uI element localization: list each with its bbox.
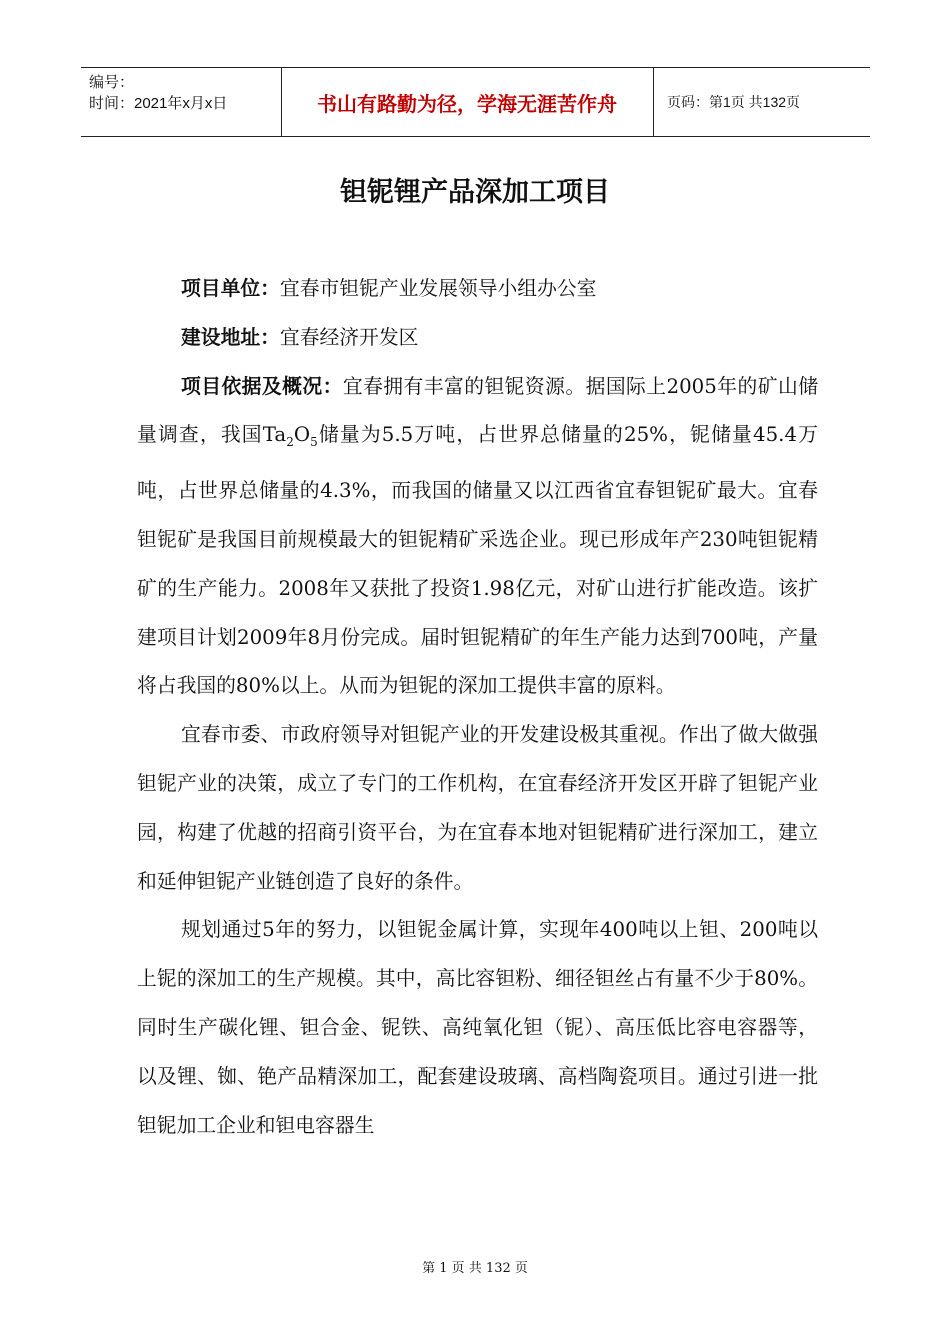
basis-subscript-1: 2 — [286, 435, 294, 450]
header-meta — [89, 72, 227, 114]
document-header — [81, 67, 870, 137]
project-unit-label: 项目单位： — [181, 277, 280, 300]
doc-date: 时间：2021年x月x日 — [89, 95, 228, 112]
basis-subscript-2: 5 — [310, 435, 318, 450]
project-unit-value: 宜春市钽铌产业发展领导小组办公室 — [279, 277, 597, 300]
basis-paragraph — [137, 363, 818, 712]
header-motto: 书山有路勤为径，学海无涯苦作舟 — [317, 91, 617, 116]
address-value: 宜春经济开发区 — [279, 325, 419, 349]
basis-label: 项目依据及概况： — [181, 374, 343, 398]
document-body — [137, 265, 818, 1150]
page-footer: 第 1 页 共 132 页 — [422, 1261, 528, 1276]
doc-number-label: 编号： — [89, 74, 135, 91]
document-title: 钽铌锂产品深加工项目 — [340, 177, 610, 208]
basis-text-c: 储量为5.5万吨，占世界总储量的25%，铌储量45.4万吨，占世界总储量的4.3%，而我国的储量又以江西省宜春钽铌矿最大。宜春钽铌矿是我国目前规模最大的钽铌精矿采选企业。现已形成年产230吨钽铌精矿的生产能力。2008年又获批了投资1.98亿元，对矿山进行扩能改造。该扩建项目计划2009年8月份完成。届时钽铌精矿的年生产能力达到700吨，产量将占我国的80%以上。从而为钽铌的深加工提供丰富的原料。 — [137, 423, 818, 698]
header-page-info: 页码：第1页 共132页 — [667, 94, 801, 110]
basis-text-b: O — [293, 423, 311, 447]
paragraph-government: 宜春市委、市政府领导对钽铌产业的开发建设极其重视。作出了做大做强钽铌产业的决策，成立了专门的工作机构，在宜春经济开发区开辟了钽铌产业园，构建了优越的招商引资平台，为在宜春本地对钽铌精矿进行深加工，建立和延伸钽铌产业链创造了良好的条件。 — [137, 723, 818, 893]
basis-text-a: 宜春拥有丰富的钽铌资源。据国际上2005年的矿山储量调查，我国Ta — [137, 374, 818, 447]
address-line — [137, 314, 818, 363]
project-unit-line — [137, 265, 818, 314]
address-label: 建设地址： — [181, 325, 280, 349]
header-divider-2 — [653, 68, 654, 136]
paragraph-plan: 规划通过5年的努力，以钽铌金属计算，实现年400吨以上钽、200吨以上铌的深加工的生产规模。其中，高比容钽粉、细径钽丝占有量不少于80%。同时生产碳化锂、钽合金、铌铁、高纯氧化钽（铌）、高压低比容电容器等，以及锂、铷、铯产品精深加工，配套建设玻璃、高档陶瓷项目。通过引进一批钽铌加工企业和钽电容器生 — [137, 918, 818, 1137]
